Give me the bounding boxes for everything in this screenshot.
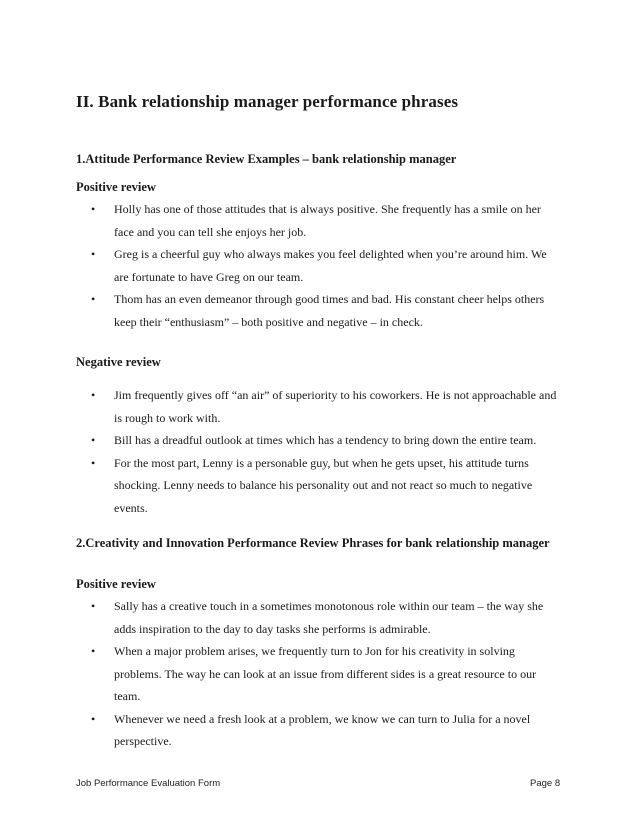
list-item bbox=[76, 595, 561, 640]
list-item bbox=[76, 384, 561, 429]
page-title: II. Bank relationship manager performance phrases bbox=[76, 92, 459, 111]
positive-review-group bbox=[76, 180, 576, 333]
positive-review-group bbox=[76, 577, 576, 753]
bullet-icon: • bbox=[91, 292, 96, 306]
section-1 bbox=[76, 152, 576, 167]
list-item bbox=[76, 429, 561, 452]
bullet-icon: • bbox=[91, 433, 96, 447]
list-item bbox=[76, 708, 561, 753]
bullet-icon: • bbox=[91, 388, 96, 402]
section-2 bbox=[76, 536, 576, 551]
review-list bbox=[76, 198, 576, 333]
group-label: Positive review bbox=[76, 577, 156, 591]
list-item-text: Thom has an even demeanor through good times and bad. His constant cheer helps others keep their “enthusiasm” – both positive and negative – in check. bbox=[114, 292, 545, 329]
list-item bbox=[76, 243, 561, 288]
list-item bbox=[76, 640, 561, 708]
bullet-icon: • bbox=[91, 202, 96, 216]
bullet-icon: • bbox=[91, 644, 96, 658]
bullet-icon: • bbox=[91, 711, 96, 726]
group-label: Positive review bbox=[76, 180, 156, 194]
list-item-text: Jim frequently gives off “an air” of superiority to his coworkers. He is not approachable and is rough to work with. bbox=[114, 388, 557, 425]
bullet-icon: • bbox=[91, 599, 96, 613]
footer-page-number: Page 8 bbox=[530, 778, 561, 789]
bullet-icon: • bbox=[91, 247, 96, 261]
list-item-text: When a major problem arises, we frequently turn to Jon for his creativity in solving problems. The way he can look at an issue from different sides is a great resource to our team. bbox=[114, 644, 537, 703]
footer-form-name: Job Performance Evaluation Form bbox=[76, 778, 221, 789]
list-item bbox=[76, 198, 561, 243]
list-item-text: Holly has one of those attitudes that is always positive. She frequently has a smile on her face and you can tell she enjoys her job. bbox=[114, 202, 541, 239]
list-item-text: Sally has a creative touch in a sometimes monotonous role within our team – the way she adds inspiration to the day to day tasks she performs is admirable. bbox=[114, 599, 544, 636]
group-label: Negative review bbox=[76, 355, 161, 369]
list-item-text: Whenever we need a fresh look at a problem, we know we can turn to Julia for a novel perspective. bbox=[114, 711, 531, 748]
bullet-icon: • bbox=[91, 455, 96, 470]
list-item-text: Greg is a cheerful guy who always makes you feel delighted when you’re around him. We are fortunate to have Greg on our team. bbox=[114, 247, 547, 284]
list-item-text: Bill has a dreadful outlook at times which has a tendency to bring down the entire team. bbox=[114, 433, 537, 447]
list-item bbox=[76, 288, 561, 333]
section-heading: 1.Attitude Performance Review Examples – bank relationship manager bbox=[76, 152, 457, 166]
list-item-text: For the most part, Lenny is a personable guy, but when he gets upset, his attitude turns shocking. Lenny needs to balance his personality out and not react so much to negative events. bbox=[114, 455, 533, 515]
review-list bbox=[76, 595, 576, 753]
negative-review-group bbox=[76, 355, 576, 519]
section-heading: 2.Creativity and Innovation Performance Review Phrases for bank relationship manager bbox=[76, 536, 550, 550]
review-list bbox=[76, 384, 576, 519]
list-item bbox=[76, 452, 561, 520]
